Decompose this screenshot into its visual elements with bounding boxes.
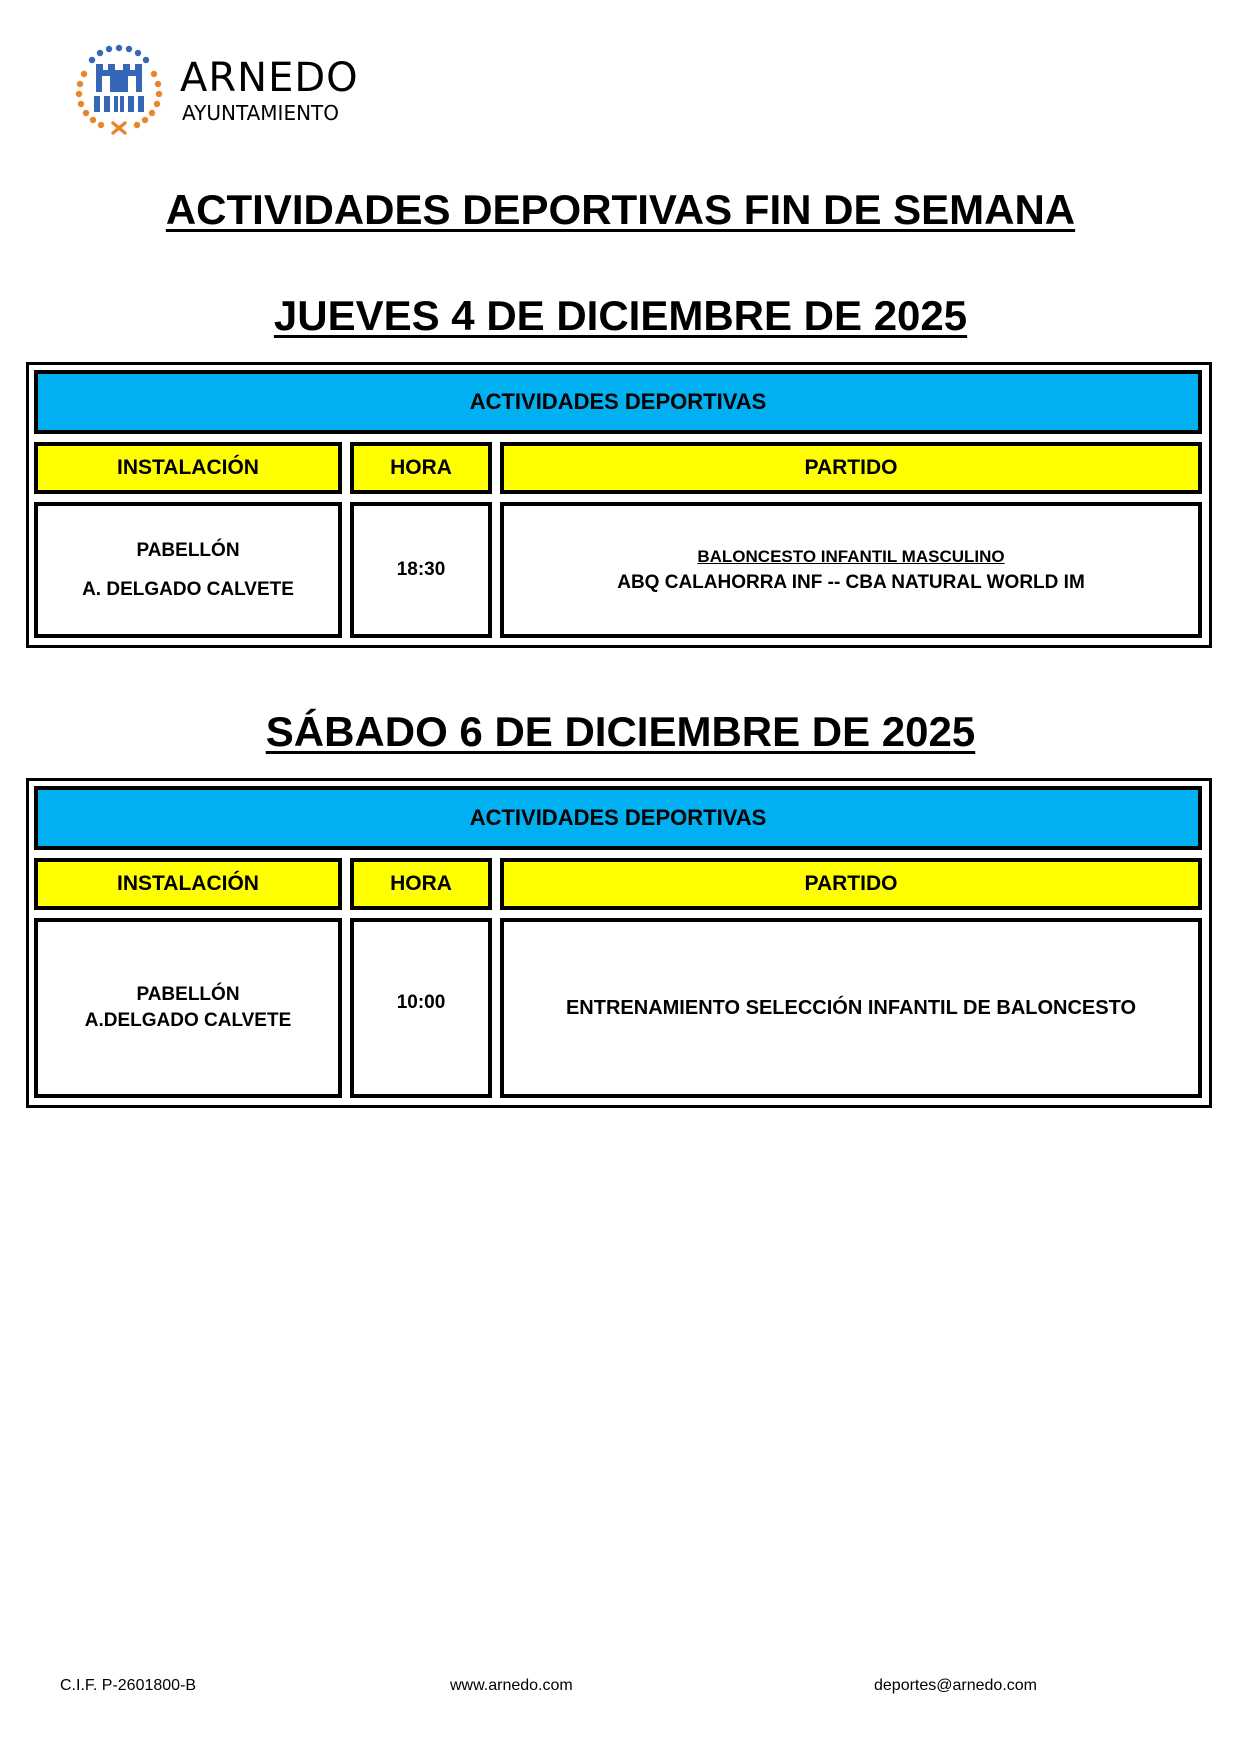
match-time: 18:30 [396,559,446,580]
column-header-installation: INSTALACIÓN [34,442,342,494]
logo-wordmark: ARNEDO [180,55,359,101]
column-header-time: HORA [350,858,492,910]
arnedo-crest-icon [74,44,164,136]
schedule-table-thursday [26,362,1212,648]
column-header-match: PARTIDO [500,442,1202,494]
time-cell [350,502,492,638]
footer-website[interactable]: www.arnedo.com [450,1677,573,1694]
day-heading-thursday: JUEVES 4 DE DICIEMBRE DE 2025 [273,292,968,339]
match-category: BALONCESTO INFANTIL MASCULINO [697,547,1005,566]
installation-detail: A.DELGADO CALVETE [84,1010,292,1031]
installation-name: PABELLÓN [136,539,240,561]
match-cell [500,502,1202,638]
table-title: ACTIVIDADES DEPORTIVAS [34,786,1202,850]
match-cell [500,918,1202,1098]
column-header-installation: INSTALACIÓN [34,858,342,910]
installation-detail: A. DELGADO CALVETE [82,578,294,600]
installation-cell [34,918,342,1098]
table-title: ACTIVIDADES DEPORTIVAS [34,370,1202,434]
logo-subtitle: AYUNTAMIENTO [182,101,340,125]
match-teams: ABQ CALAHORRA INF -- CBA NATURAL WORLD IM [617,572,1085,593]
ayuntamiento-logo [74,44,359,144]
column-header-match: PARTIDO [500,858,1202,910]
installation-name: PABELLÓN [136,984,240,1005]
installation-cell [34,502,342,638]
page-title: ACTIVIDADES DEPORTIVAS FIN DE SEMANA [165,186,1076,233]
day-heading-saturday: SÁBADO 6 DE DICIEMBRE DE 2025 [265,708,976,755]
match-description: ENTRENAMIENTO SELECCIÓN INFANTIL DE BALONCESTO [565,997,1137,1019]
match-time: 10:00 [396,992,446,1013]
column-header-time: HORA [350,442,492,494]
footer-cif: C.I.F. P-2601800-B [60,1677,197,1694]
footer-email[interactable]: deportes@arnedo.com [874,1677,1037,1694]
time-cell [350,918,492,1098]
schedule-table-saturday [26,778,1212,1108]
